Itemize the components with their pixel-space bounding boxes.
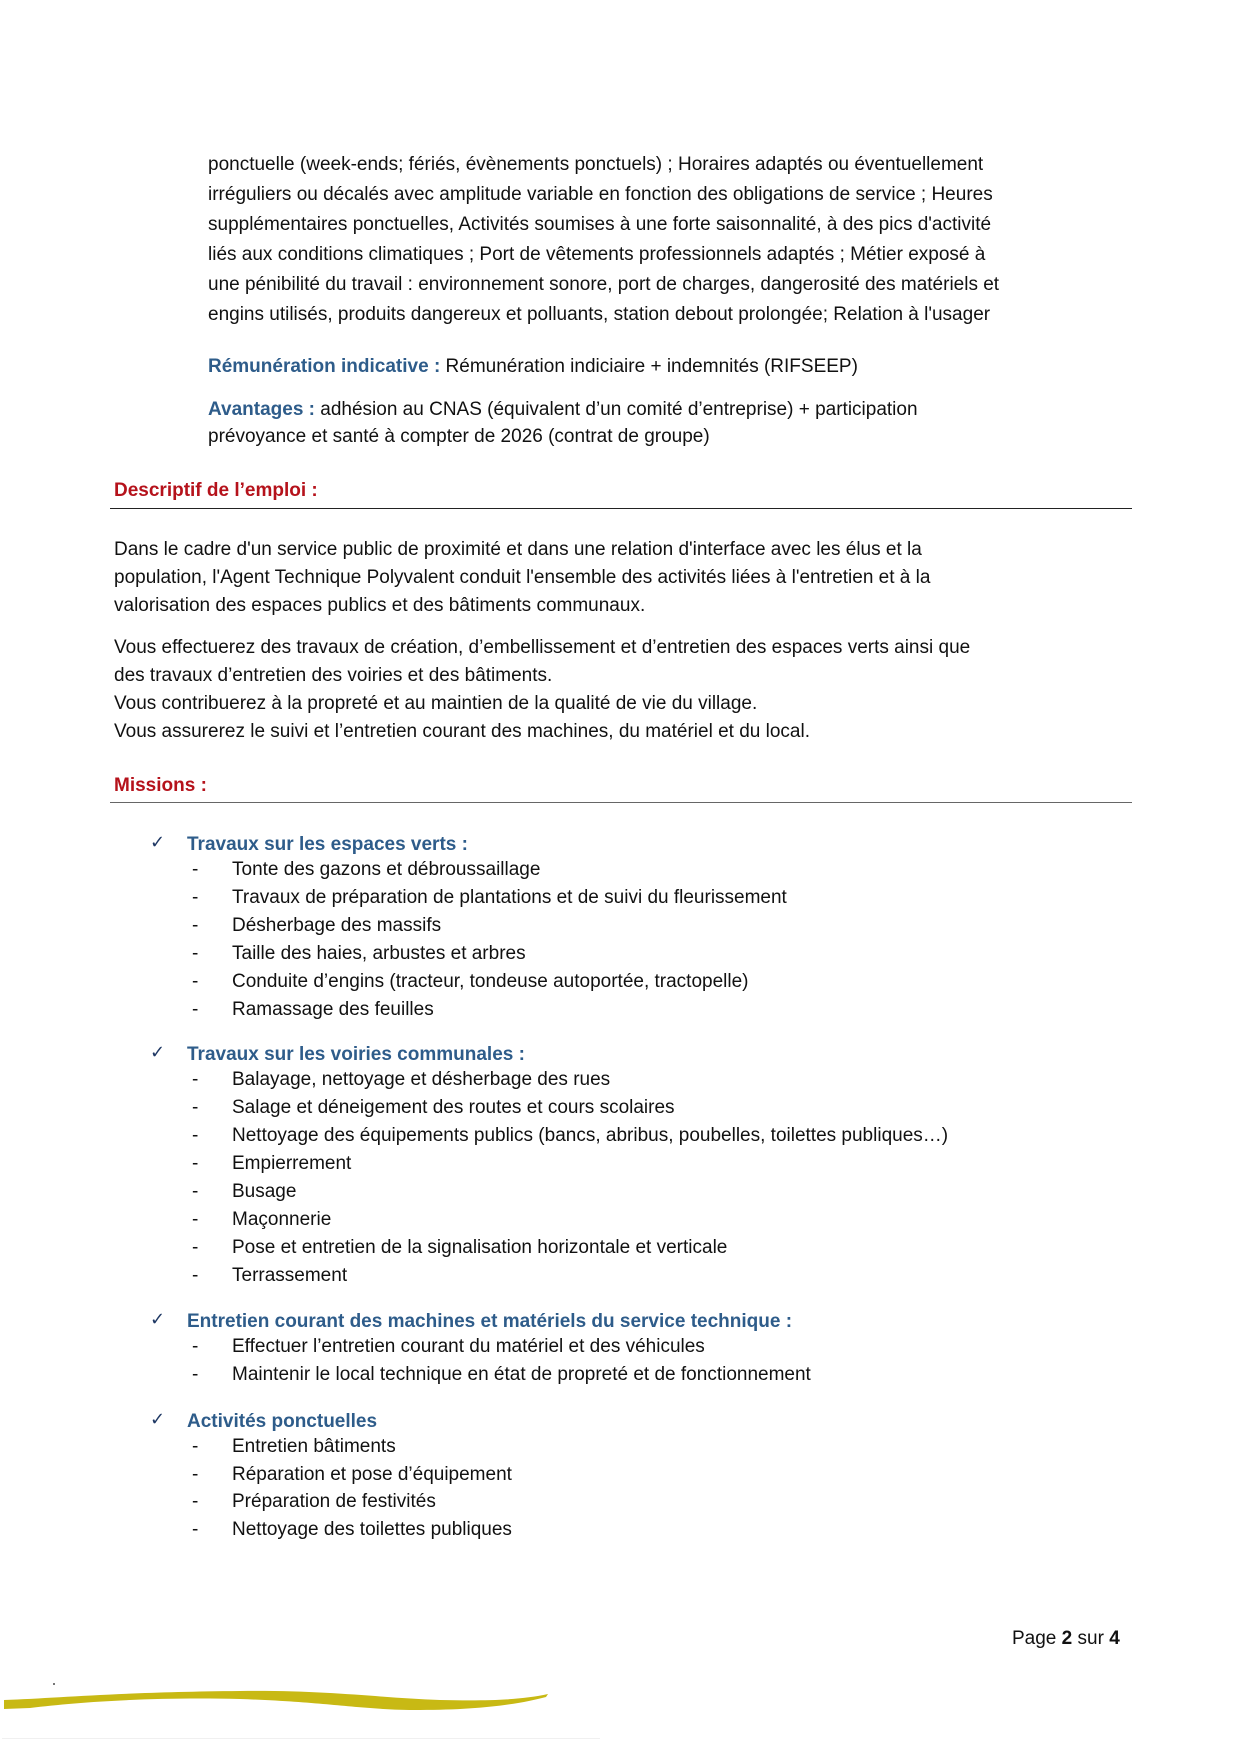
list-item: Désherbage des massifs: [232, 915, 442, 936]
mission-group-title-machines: Entretien courant des machines et matériels du service technique :: [187, 1311, 793, 1332]
dash-bullet: -: [192, 1069, 199, 1090]
descriptif-line: Vous effectuerez des travaux de création, d’embellissement et d’entretien des espaces verts ainsi que: [114, 637, 971, 658]
descriptif-line: valorisation des espaces publics et des bâtiments communaux.: [114, 595, 646, 616]
list-item: Travaux de préparation de plantations et de suivi du fleurissement: [232, 887, 787, 908]
descriptif-heading: Descriptif de l’emploi :: [114, 480, 318, 501]
conditions-line: ponctuelle (week-ends; fériés, évènements ponctuels) ; Horaires adaptés ou éventuellement: [208, 154, 984, 175]
list-item: Terrassement: [232, 1265, 348, 1286]
footer-wave-decoration: [0, 1688, 560, 1720]
dash-bullet: -: [192, 1464, 199, 1485]
check-icon: ✓: [150, 1042, 166, 1062]
list-item: Nettoyage des équipements publics (bancs, abribus, poubelles, toilettes publiques…): [232, 1125, 949, 1146]
page-number: [1012, 1628, 1120, 1650]
descriptif-divider: [110, 508, 1132, 509]
dash-bullet: -: [192, 1153, 199, 1174]
dash-bullet: -: [192, 1209, 199, 1230]
dash-bullet: -: [192, 943, 199, 964]
descriptif-line: des travaux d’entretien des voiries et des bâtiments.: [114, 665, 553, 686]
dash-bullet: -: [192, 915, 199, 936]
list-item: Réparation et pose d’équipement: [232, 1464, 512, 1485]
remuneration-label: Rémunération indicative :: [208, 356, 441, 377]
missions-heading: Missions :: [114, 775, 207, 796]
list-item: Pose et entretien de la signalisation horizontale et verticale: [232, 1237, 728, 1258]
list-item: Busage: [232, 1181, 297, 1202]
descriptif-line: Dans le cadre d'un service public de proximité et dans une relation d'interface avec les élus et la: [114, 539, 922, 560]
check-icon: ✓: [150, 832, 166, 852]
list-item: Entretien bâtiments: [232, 1436, 396, 1457]
mission-group-title-activites: Activités ponctuelles: [187, 1411, 378, 1432]
conditions-line: supplémentaires ponctuelles, Activités soumises à une forte saisonnalité, à des pics d'activité: [208, 214, 992, 235]
avantages-label: Avantages :: [208, 399, 315, 420]
missions-divider: [110, 802, 1132, 803]
avantages-line-1: [208, 396, 918, 424]
dash-bullet: -: [192, 1265, 199, 1286]
dash-bullet: -: [192, 887, 199, 908]
remuneration-line: [208, 353, 858, 381]
footer-faint-line: [2, 1738, 600, 1739]
list-item: Effectuer l’entretien courant du matériel et des véhicules: [232, 1336, 705, 1357]
conditions-line: irréguliers ou décalés avec amplitude variable en fonction des obligations de service ; Heures: [208, 184, 993, 205]
avantages-line-2: prévoyance et santé à compter de 2026 (contrat de groupe): [208, 426, 710, 447]
dash-bullet: -: [192, 999, 199, 1020]
conditions-line: liés aux conditions climatiques ; Port de vêtements professionnels adaptés ; Métier exposé à: [208, 244, 986, 265]
list-item: Préparation de festivités: [232, 1491, 436, 1512]
page-prefix: Page: [1012, 1628, 1062, 1649]
avantages-value: adhésion au CNAS (équivalent d’un comité d’entreprise) + participation: [315, 399, 918, 420]
list-item: Tonte des gazons et débroussaillage: [232, 859, 541, 880]
dash-bullet: -: [192, 1237, 199, 1258]
descriptif-line: Vous assurerez le suivi et l’entretien courant des machines, du matériel et du local.: [114, 721, 810, 742]
mission-group-title-voiries: Travaux sur les voiries communales :: [187, 1044, 525, 1065]
descriptif-paragraph-2: [114, 634, 1132, 746]
list-item: Conduite d’engins (tracteur, tondeuse autoportée, tractopelle): [232, 971, 749, 992]
descriptif-line: Vous contribuerez à la propreté et au maintien de la qualité de vie du village.: [114, 693, 758, 714]
list-item: Salage et déneigement des routes et cours scolaires: [232, 1097, 675, 1118]
list-item: Empierrement: [232, 1153, 352, 1174]
descriptif-line: population, l'Agent Technique Polyvalent conduit l'ensemble des activités liées à l'entretien et à la: [114, 567, 931, 588]
dash-bullet: -: [192, 1125, 199, 1146]
page-total: 4: [1109, 1628, 1120, 1649]
descriptif-paragraph-1: [114, 536, 1132, 620]
dash-bullet: -: [192, 1519, 199, 1540]
list-item: Maintenir le local technique en état de propreté et de fonctionnement: [232, 1364, 811, 1385]
dash-bullet: -: [192, 1436, 199, 1457]
dash-bullet: -: [192, 1364, 199, 1385]
footer-dot: [53, 1683, 55, 1685]
dash-bullet: -: [192, 1336, 199, 1357]
check-icon: ✓: [150, 1409, 166, 1429]
dash-bullet: -: [192, 1491, 199, 1512]
check-icon: ✓: [150, 1309, 166, 1329]
list-item: Taille des haies, arbustes et arbres: [232, 943, 526, 964]
list-item: Balayage, nettoyage et désherbage des rues: [232, 1069, 611, 1090]
page-middle: sur: [1072, 1628, 1110, 1649]
mission-group-title-espaces-verts: Travaux sur les espaces verts :: [187, 834, 468, 855]
dash-bullet: -: [192, 1097, 199, 1118]
dash-bullet: -: [192, 1181, 199, 1202]
conditions-line: engins utilisés, produits dangereux et polluants, station debout prolongée; Relation à l'usager: [208, 304, 991, 325]
remuneration-value: Rémunération indiciaire + indemnités (RIFSEEP): [440, 356, 858, 377]
list-item: Nettoyage des toilettes publiques: [232, 1519, 512, 1540]
dash-bullet: -: [192, 859, 199, 880]
page-current: 2: [1061, 1628, 1073, 1649]
dash-bullet: -: [192, 971, 199, 992]
conditions-line: une pénibilité du travail : environnement sonore, port de charges, dangerosité des matériels et: [208, 274, 1000, 295]
list-item: Ramassage des feuilles: [232, 999, 434, 1020]
list-item: Maçonnerie: [232, 1209, 332, 1230]
